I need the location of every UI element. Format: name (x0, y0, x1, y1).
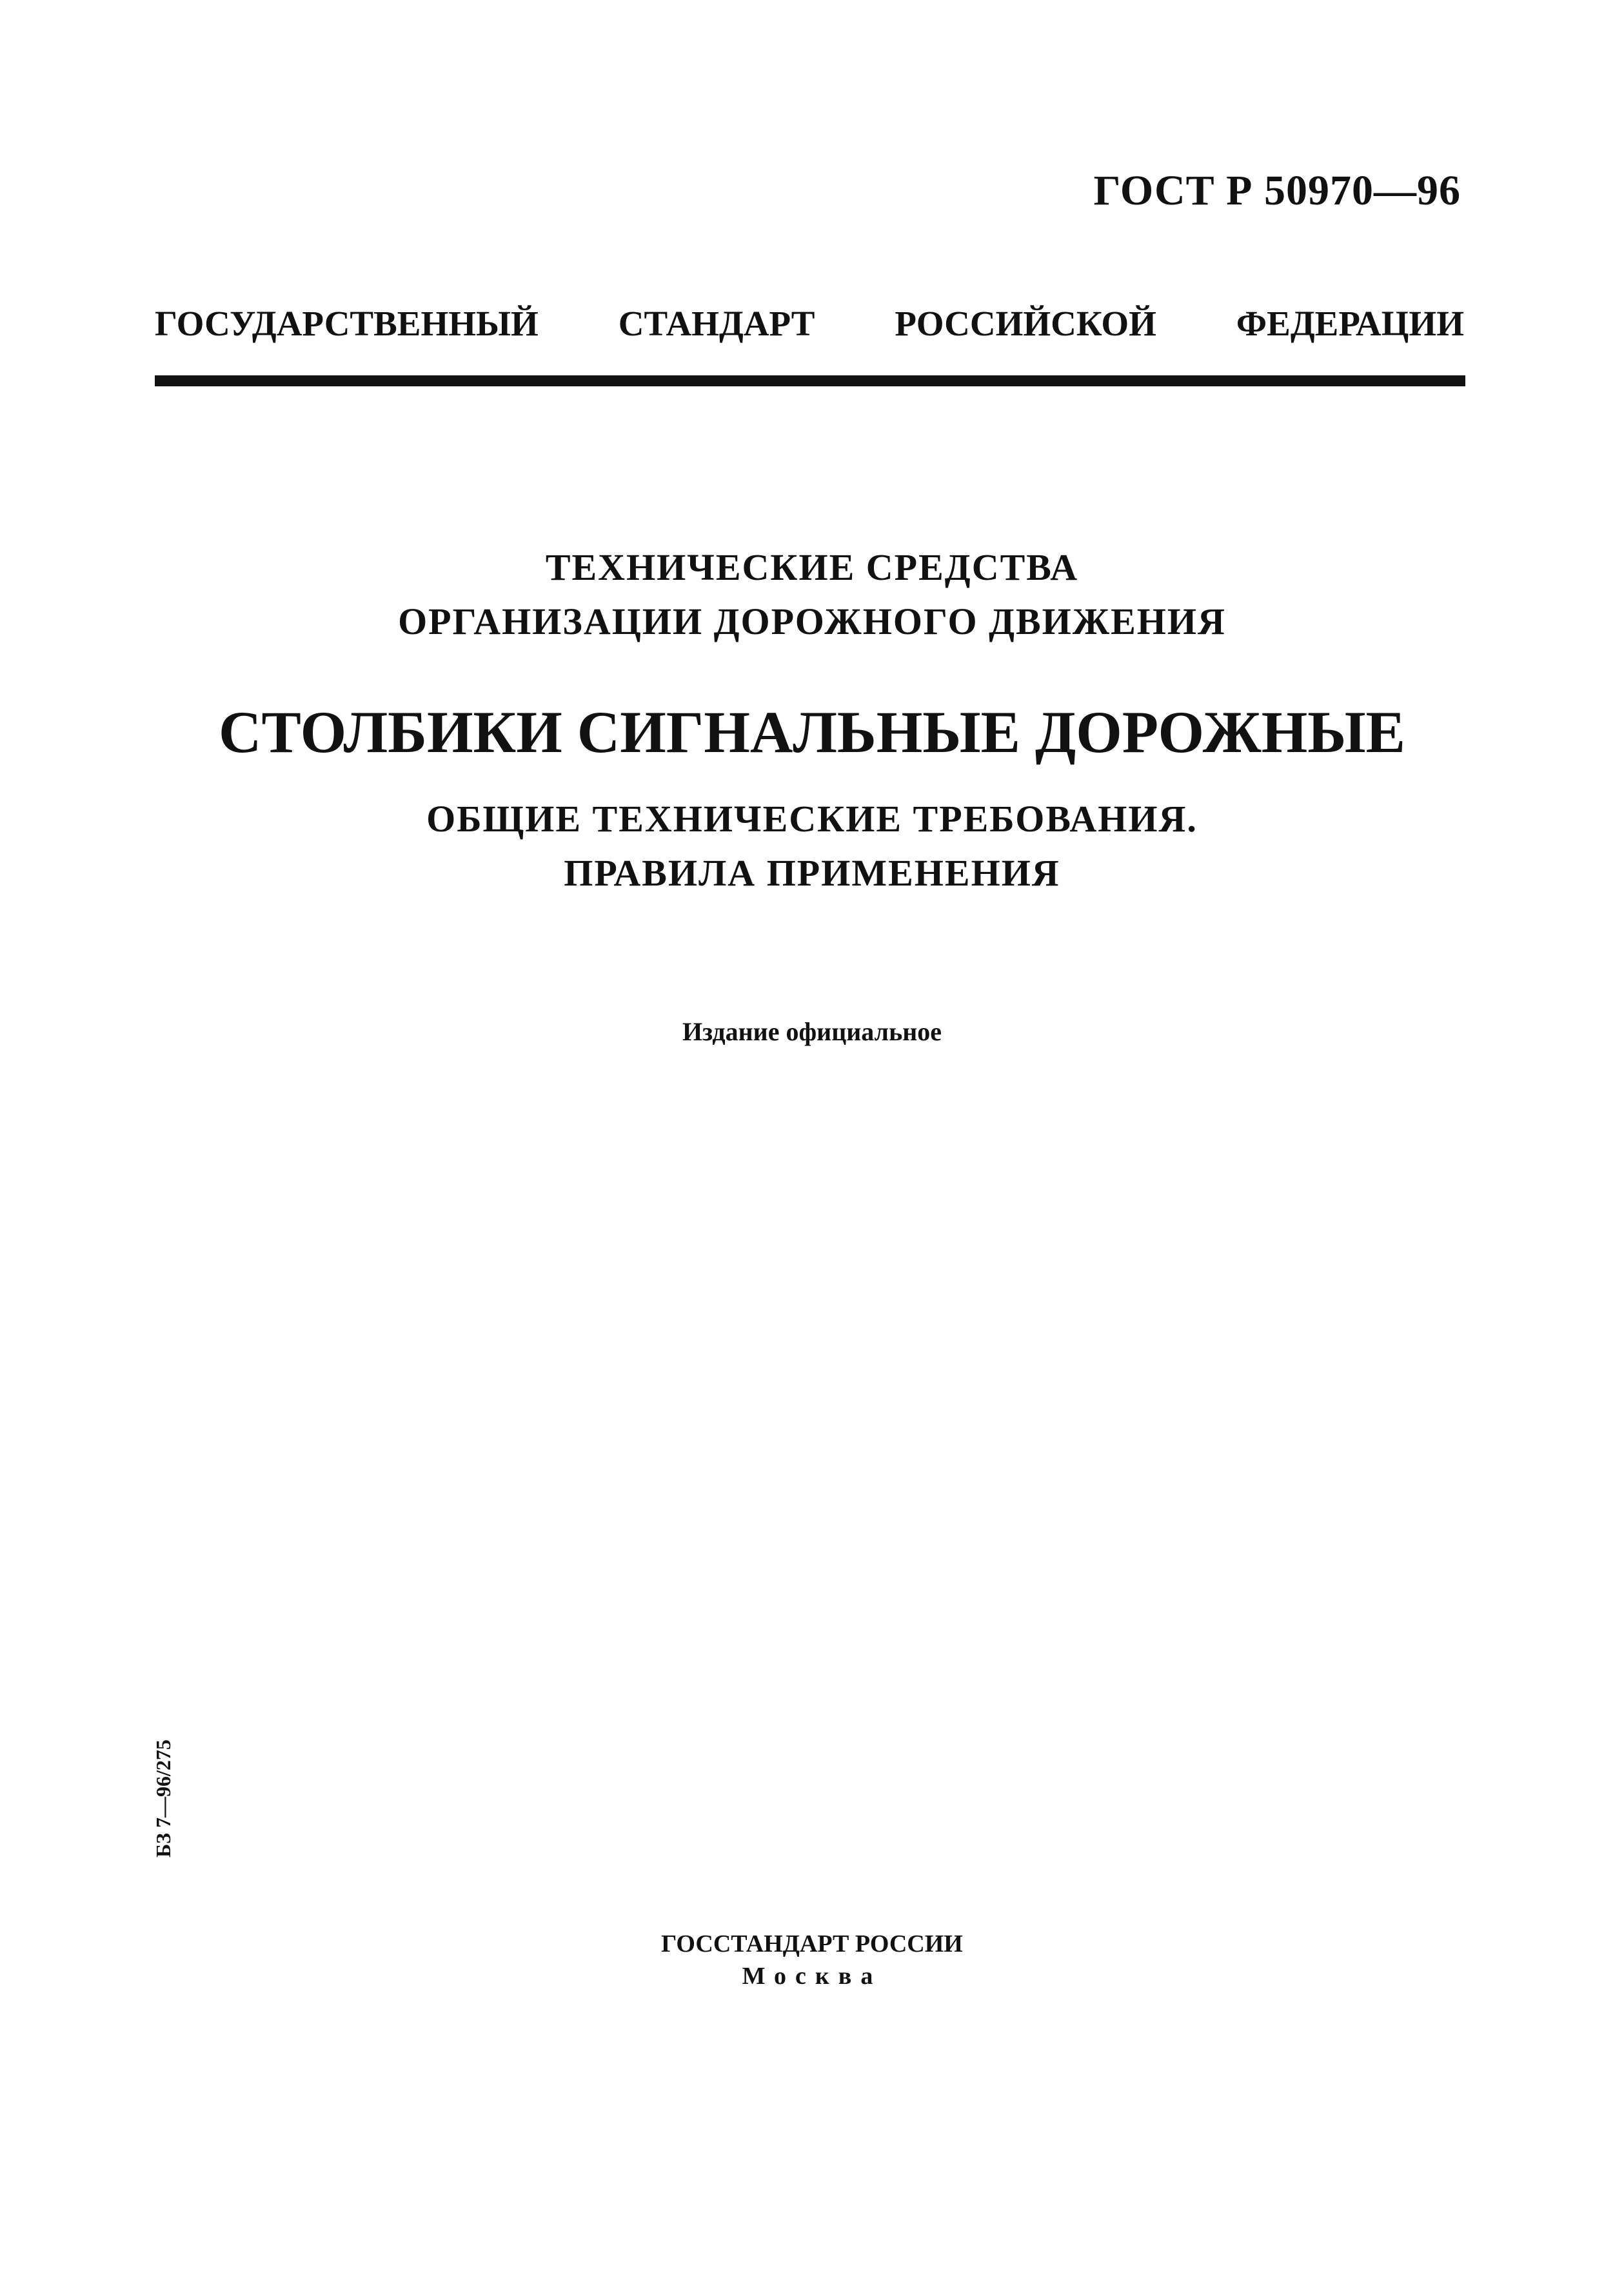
subtitle (0, 792, 1624, 900)
publication-city: Москва (742, 1963, 882, 1990)
series-line-1: ТЕХНИЧЕСКИЕ СРЕДСТВА (545, 546, 1079, 588)
publisher: ГОССТАНДАРТ РОССИИ (661, 1930, 963, 1957)
series-line-2: ОРГАНИЗАЦИИ ДОРОЖНОГО ДВИЖЕНИЯ (398, 600, 1226, 642)
series-title (0, 540, 1624, 649)
header-word-2: СТАНДАРТ (618, 304, 815, 343)
document-code: ГОСТ Р 50970—96 (1093, 167, 1461, 214)
subtitle-line-1: ОБЩИЕ ТЕХНИЧЕСКИЕ ТРЕБОВАНИЯ. (426, 798, 1198, 840)
header-word-1: ГОСУДАРСТВЕННЫЙ (155, 304, 539, 343)
header-divider (155, 375, 1465, 386)
header-word-4: ФЕДЕРАЦИИ (1236, 304, 1464, 343)
main-title: СТОЛБИКИ СИГНАЛЬНЫЕ ДОРОЖНЫЕ (219, 699, 1405, 765)
edition-note: Издание официальное (682, 1017, 942, 1046)
subtitle-line-2: ПРАВИЛА ПРИМЕНЕНИЯ (564, 852, 1060, 894)
side-catalog-code: БЗ 7—96/275 (152, 1739, 175, 1857)
header-row (155, 303, 1464, 344)
header-word-3: РОССИЙСКОЙ (895, 304, 1156, 343)
